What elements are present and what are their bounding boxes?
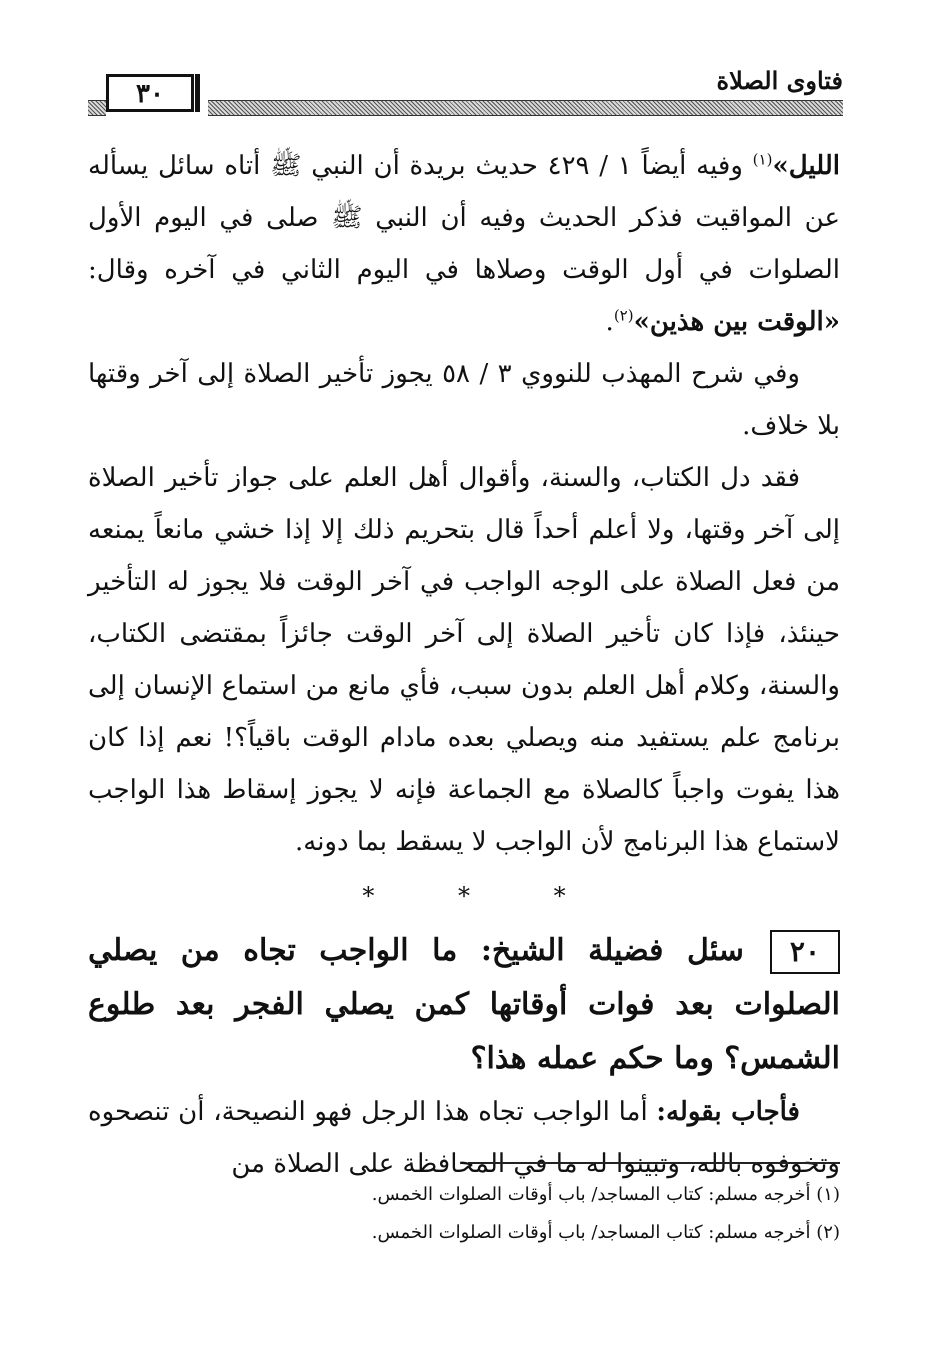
hadith-quote-end: الليل» (772, 151, 840, 181)
paragraph-1 (88, 140, 840, 348)
footnotes (260, 1176, 840, 1252)
question-text: سئل فضيلة الشيخ: ما الواجب تجاه من يصلي الصلوات بعد فوات أوقاتها كمن يصلي الفجر بعد طلوع الشمس؟ وما حكم عمله هذا؟ (88, 933, 840, 1076)
footnote-2: (٢) أخرجه مسلم: كتاب المساجد/ باب أوقات الصلوات الخمس. (371, 1222, 840, 1243)
footnote-ref-2: (٢) (613, 306, 634, 325)
hadith-quote: «الوقت بين هذين» (633, 307, 840, 337)
header-ornament-right (208, 100, 843, 116)
question-paragraph (88, 924, 840, 1086)
paragraph-2: وفي شرح المهذب للنووي ٣ / ٥٨ يجوز تأخير الصلاة إلى آخر وقتها بلا خلاف. (88, 359, 840, 441)
paragraph-1-end: . (605, 307, 614, 337)
section-separator: * * * (362, 882, 604, 910)
page-header (88, 60, 843, 116)
footnote-ref-1: (١) (752, 150, 773, 169)
page-body (88, 140, 840, 1190)
paragraph-1-text: وفيه أيضاً ١ / ٤٢٩ حديث بريدة أن النبي ﷺ أتاه سائل يسأله عن المواقيت فذكر الحديث وفيه أن النبي ﷺ صلى في اليوم الأول الصلوات في أول الوقت وصلاها في اليوم الثاني في آخره وقال: (88, 151, 840, 285)
book-title: فتاوى الصلاة (716, 66, 843, 95)
footnote-divider (468, 1162, 840, 1164)
question-number: ٢٠ (770, 930, 840, 974)
paragraph-3: فقد دل الكتاب، والسنة، وأقوال أهل العلم على جواز تأخير الصلاة إلى آخر وقتها، ولا أعلم أحداً قال بتحريم ذلك إلا إذا خشي مانعاً يمنعه من فعل الصلاة على الوجه الواجب في آخر الوقت فلا يجوز له التأخير حينئذ، فإذا كان تأخير الصلاة إلى آخر الوقت جائزاً بمقتضى الكتاب، والسنة، وكلام أهل العلم بدون سبب، فأي مانع من استماع الإنسان إلى برنامج علم يستفيد منه ويصلي بعده مادام الوقت باقياً؟! نعم إذا كان هذا يفوت واجباً كالصلاة مع الجماعة فإنه لا يجوز إسقاط هذا الواجب لاستماع هذا البرنامج لأن الواجب لا يسقط بما دونه. (88, 463, 840, 857)
answer-paragraph (88, 1086, 840, 1190)
page-number: ٣٠ (106, 74, 194, 112)
answer-text: أما الواجب تجاه هذا الرجل فهو النصيحة، أن تنصحوه وتخوفوه بالله، وتبينوا له ما في المحافظة على الصلاة من (88, 1097, 840, 1179)
answer-lead: فأجاب بقوله: (656, 1097, 800, 1127)
header-ornament-left (88, 100, 106, 116)
footnote-1: (١) أخرجه مسلم: كتاب المساجد/ باب أوقات الصلوات الخمس. (371, 1184, 840, 1205)
